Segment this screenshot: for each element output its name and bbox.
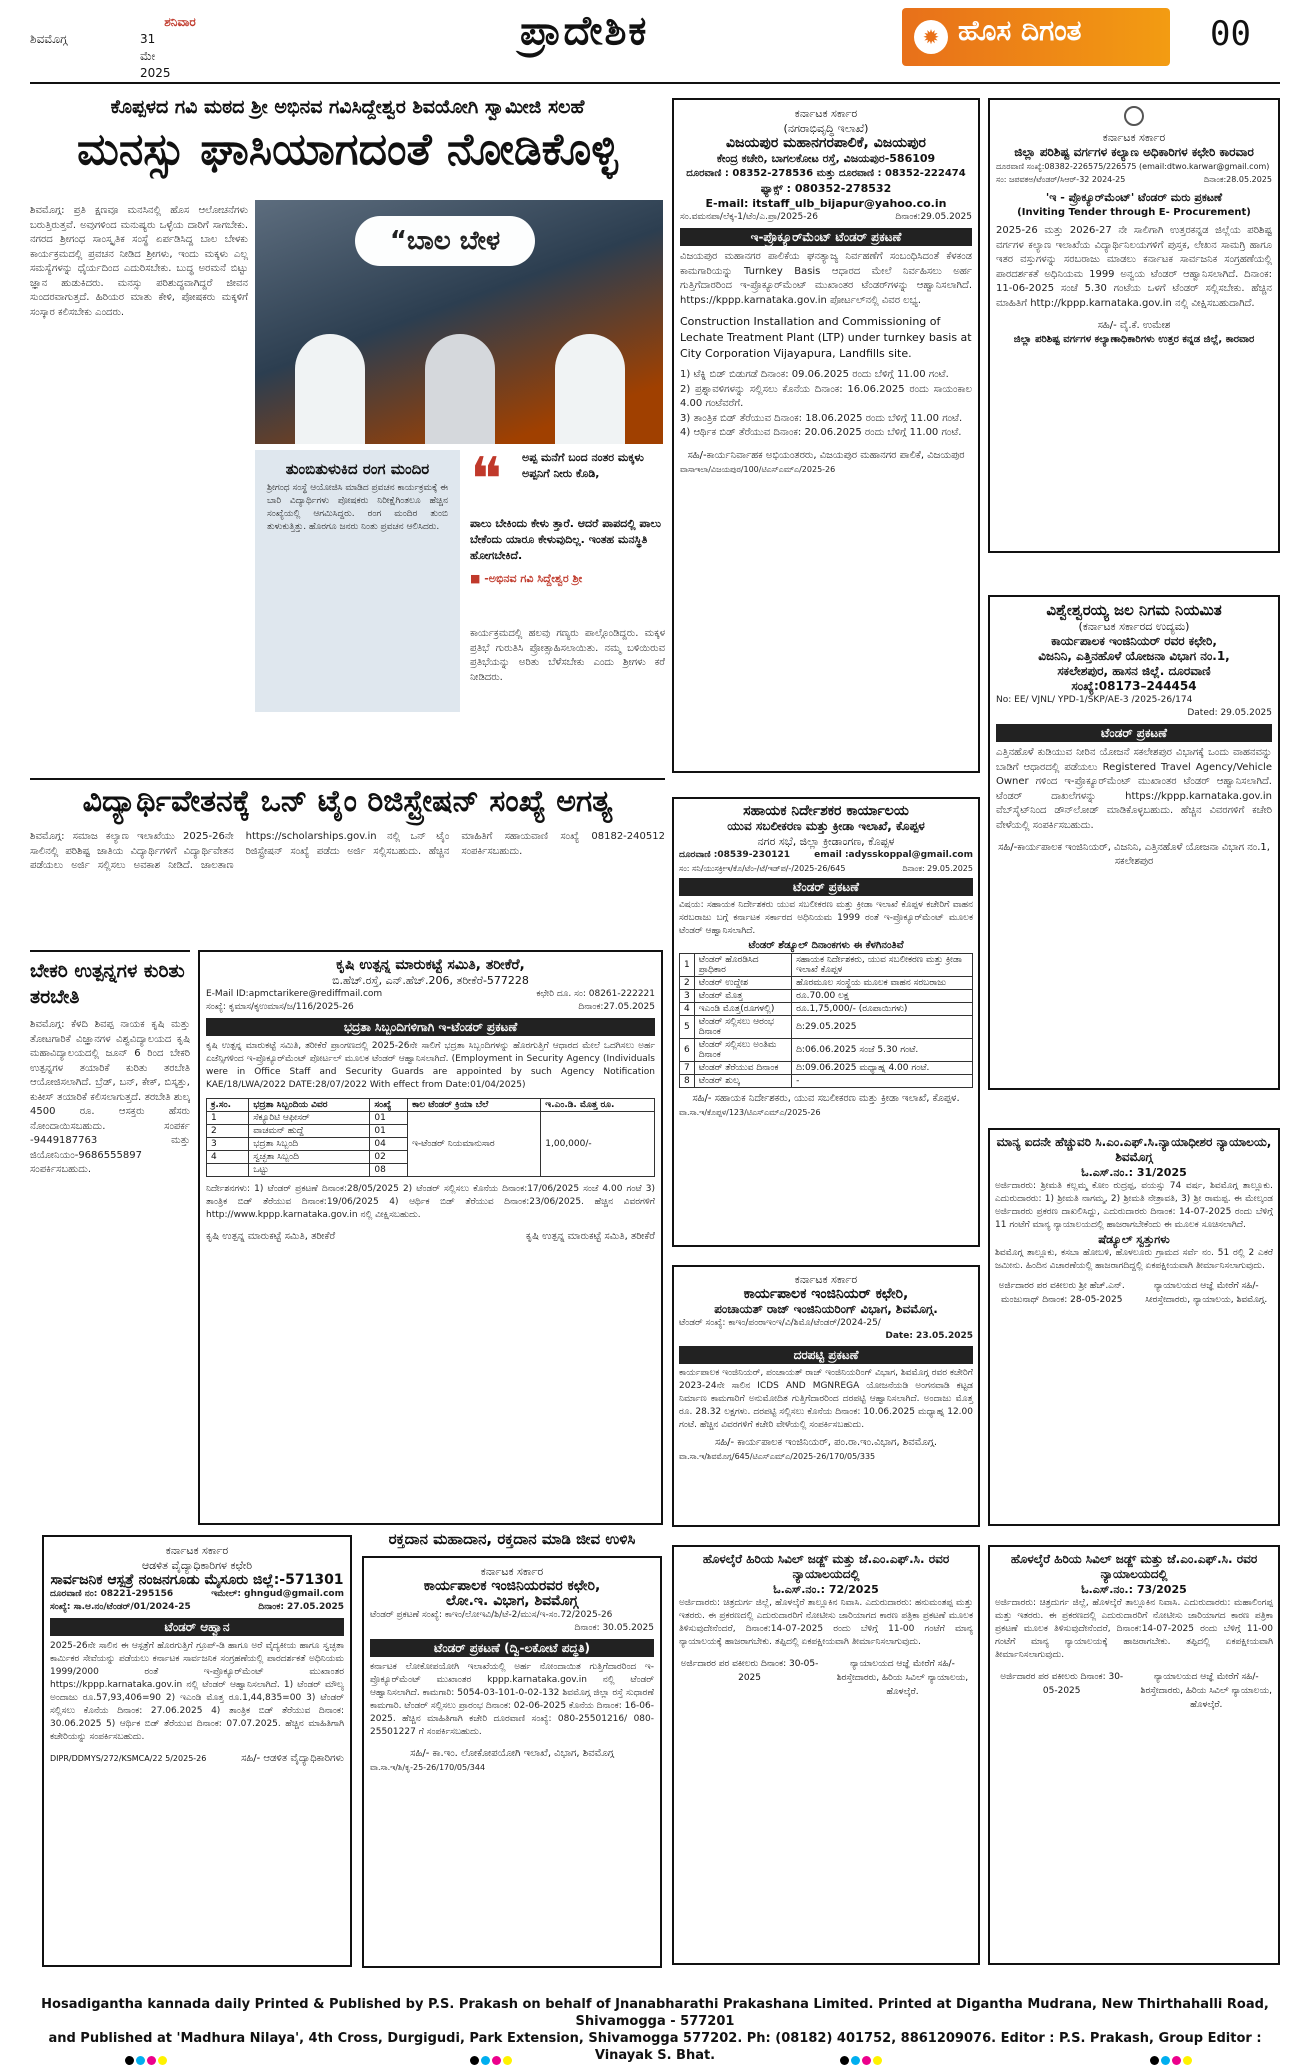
table-cell: 01	[370, 1125, 408, 1138]
table-cell: 8	[680, 1075, 695, 1088]
apmc-th-3: ಸಂಖ್ಯೆ	[370, 1099, 408, 1112]
koppal-code: ವಾ.ಸಾ.ಇ/ಕೊಪ್ಪಳ/123/ಟಿಎಸ್‌ಎಮ್‌ಎ/2025-26	[679, 1108, 821, 1117]
table-cell: ಟೆಂಡರ್ ತೆರೆಯುವ ದಿನಾಂಕ	[694, 1062, 791, 1075]
ad-court-1	[988, 1128, 1280, 1526]
table-cell: 2	[207, 1125, 249, 1138]
pwd-ref: ಟೆಂಡರ್ ಪ್ರಕಟಣೆ ಸಂಖ್ಯೆ: ಕಾಇಂ/ಲೋಇವಿ/ಶಿ/ಟೆ-2/ಮುಸ/ಇ-ಸಂ.72/2025-26	[370, 1610, 613, 1620]
ad-vijayapura	[672, 98, 980, 773]
koppal-sched-title: ಟೆಂಡರ್ ಶೆಡ್ಯೂಲ್ ದಿನಾಂಕಗಳು ಈ ಕೆಳಗಿನಂತಿವೆ	[748, 940, 904, 951]
masthead-location: ಶಿವಮೊಗ್ಗ	[30, 32, 68, 46]
water-bar: ಟೆಂಡರ್ ಪ್ರಕಟಣೆ	[996, 724, 1272, 742]
table-cell: ದಿ:06.06.2025 ಸಂಜೆ 5.30 ಗಂಟೆ.	[792, 1039, 973, 1062]
vijayapura-work: Construction Installation and Commissioning of Lechate Treatment Plant (LTP) under turnkey basis at City Corporation Vijayapura, Landfills site.	[680, 315, 972, 360]
hospital-ref: ಸಂಖ್ಯೆ: ಸಾ.ಆ.ನಂ/ಟೆಂಡರ್/01/2024-25	[50, 1602, 191, 1612]
panchayat-title2: ಪಂಚಾಯತ್ ರಾಜ್ ಇಂಜಿನಿಯರಿಂಗ್ ವಿಭಾಗ, ಶಿವಮೊಗ್ಗ.	[714, 1302, 938, 1316]
vijayapura-step-1: 1) ಟೆಕ್ನಿ ಬಿಡ್ ಬಿಡುಗಡೆ ದಿನಾಂಕ: 09.06.2025 ರಂದು ಬೆಳಿಗ್ಗೆ 11.00 ಗಂಟೆ.	[680, 369, 949, 380]
karwar-title: ಜಿಲ್ಲಾ ಪರಿಶಿಷ್ಟ ವರ್ಗಗಳ ಕಲ್ಯಾಣ ಅಧಿಕಾರಿಗಳ ಕಛೇರಿ ಕಾರವಾರ	[1014, 145, 1254, 159]
karwar-contact: ದೂರವಾಣಿ ಸಂಖ್ಯೆ:08382-226575/226575 (email:dtwo.karwar@gmail.com)	[996, 162, 1270, 171]
vijayapura-title: ವಿಜಯಪುರ ಮಹಾನಗರಪಾಲಿಕೆ, ವಿಜಯಪುರ	[726, 135, 926, 151]
koppal-phone: ದೂರವಾಣಿ :08539-230121	[679, 850, 790, 860]
water-phone: ಸಂಖ್ಯೆ:08173–244454	[1071, 679, 1197, 693]
water-office2: ವಿಜನಿನಿ, ಎತ್ತಿನಹೊಳೆ ಯೋಜನಾ ವಿಭಾಗ ನಂ.1,	[1038, 649, 1230, 663]
hospital-phone: ದೂರವಾಣಿ ನಂ: 08221-295156	[50, 1589, 174, 1599]
vijayapura-step-3: 3) ತಾಂತ್ರಿಕ ಬಿಡ್ ತೆರೆಯುವ ದಿನಾಂಕ: 18.06.2025 ರಂದು ಬೆಳಿಗ್ಗೆ 11.00 ಗಂಟೆ.	[680, 412, 963, 424]
water-body: ಎತ್ತಿನಹೊಳೆ ಕುಡಿಯುವ ನೀರಿನ ಯೋಜನೆ ಸಕಲೇಶಪುರ ವಿಭಾಗಕ್ಕೆ ಒಂದು ವಾಹನವನ್ನು ಬಾಡಿಗೆ ಆಧಾರದಲ್ಲಿ ಪಡೆಯಲು Registered Travel Agency/Vehicle Owner ಗಳಿಂದ ಇ-ಪ್ರೊಕ್ಯೂರ್‌ಮೆಂಟ್ ಮುಖಾಂತರ ಟೆಂಡರ್ ಆಹ್ವಾನಿಸಲಾಗಿದೆ. ಟೆಂಡರ್ ದಾಖಲೆಗಳನ್ನು https://kppp.karnataka.gov.in ವೆಬ್‌ಸೈಟ್‌ನಿಂದ ಡೌನ್‌ಲೋಡ್ ಮಾಡಿಕೊಳ್ಳಬಹುದು. ಹೆಚ್ಚಿನ ವಿವರಗಳಿಗೆ ಕಚೇರಿ ವೇಳೆಯಲ್ಲಿ ಸಂಪರ್ಕಿಸಬಹುದು.	[996, 747, 1272, 831]
lead-story	[30, 92, 665, 782]
panchayat-code: ವಾ.ಸಾ.ಇ/ಶಿವಮೊಗ್ಗ/645/ಟಿಎಸ್‌ಎಮ್‌ಎ/2025-26/170/05/335	[679, 1452, 876, 1461]
table-cell: ಸೆಕ್ಯೂರಿಟಿ ಆಫೀಸರ್	[249, 1112, 370, 1125]
vijayapura-bar: ಇ-ಪ್ರೊಕ್ಯೂರ್‌ಮೆಂಟ್ ಟೆಂಡರ್ ಪ್ರಕಟಣೆ	[680, 228, 972, 246]
court1-header: ಮಾನ್ಯ ಐದನೇ ಹೆಚ್ಚುವರಿ ಸಿ.ಎಂ.ಎಫ್.ಸಿ.ನ್ಯಾಯಾಧೀಶರ ನ್ಯಾಯಾಲಯ, ಶಿವಮೊಗ್ಗ	[996, 1135, 1272, 1164]
hospital-code: DIPR/DDMYS/272/KSMCA/22 5/2025-26	[50, 1754, 207, 1763]
vijayapura-gov: ಕರ್ನಾಟಕ ಸರ್ಕಾರ	[794, 107, 858, 120]
ad-koppal	[672, 797, 980, 1247]
table-cell: ಸಹಾಯಕ ನಿರ್ದೇಶಕರು, ಯುವ ಸಬಲೀಕರಣ ಮತ್ತು ಕ್ರೀಡಾ ಇಲಾಖೆ ಕೊಪ್ಪಳ	[792, 954, 973, 977]
scholarship-story	[30, 778, 665, 938]
court3-case: ಓ.ಎಸ್.ನಂ.: 73/2025	[1081, 1583, 1187, 1596]
table-cell: ಟೆಂಡರ್ ಉದ್ದೇಶ	[694, 977, 791, 990]
ad-court-3	[988, 1545, 1280, 1965]
vijayapura-code: ವಾಸಾಇಲಾ/ವಿಜಯಪುರ/100/ಟಿಎಸ್‌ಎಮ್‌ಎ/2025-26	[680, 464, 836, 474]
court1-schedule: ಷೆಡ್ಯೂಲ್ ಸ್ವತ್ತುಗಳು	[1098, 1233, 1170, 1246]
table-cell: 1	[680, 954, 695, 977]
apmc-notes: ನಿರ್ದೇಶನಗಳು: 1) ಟೆಂಡರ್ ಪ್ರಕಟಣೆ ದಿನಾಂಕ:28/05/2025 2) ಟೆಂಡರ್ ಸಲ್ಲಿಸಲು ಕೊನೆಯ ದಿನಾಂಕ:17/06/2025 ಸಂಜೆ 4.00 ಗಂಟೆ 3) ತಾಂತ್ರಿಕ ಬಿಡ್ ತೆರೆಯುವ ದಿನಾಂಕ:19/06/2025 4) ಆರ್ಥಿಕ ಬಿಡ್ ತೆರೆಯುವ ದಿನಾಂಕ:23/06/2025. ಹೆಚ್ಚಿನ ವಿವರಗಳಿಗೆ http://www.kppp.karnataka.gov.in ನಲ್ಲಿ ವೀಕ್ಷಿಸಬಹುದು.	[206, 1184, 655, 1220]
table-cell: 4	[680, 1003, 695, 1016]
court2-header: ಹೊಳಲ್ಕೆರೆ ಹಿರಿಯ ಸಿವಿಲ್ ಜಡ್ಜ್ ಮತ್ತು ಜೆ.ಎಂ.ಎಫ್.ಸಿ. ರವರ ನ್ಯಾಯಾಲಯದಲ್ಲಿ	[702, 1552, 950, 1581]
vijayapura-phone: ದೂರವಾಣಿ : 08352-278536 ಮತ್ತು ದೂರವಾಣಿ : 08352-222474	[686, 168, 966, 179]
blood-donation-slogan: ರಕ್ತದಾನ ಮಹಾದಾನ, ರಕ್ತದಾನ ಮಾಡಿ ಜೀವ ಉಳಿಸಿ	[388, 1530, 636, 1548]
vijayapura-address: ಕೇಂದ್ರ ಕಚೇರಿ, ಬಾಗಲಕೋಟ ರಸ್ತೆ, ವಿಜಯಪುರ-586109	[716, 152, 936, 165]
table-cell: 4	[207, 1151, 249, 1164]
pwd-bar: ಟೆಂಡರ್ ಪ್ರಕಟಣೆ (ದ್ವಿ-ಲಕೋಟೆ ಪದ್ಧತಿ)	[370, 1639, 654, 1657]
hospital-sign: ಸಹಿ/- ಆಡಳಿತ ವೈದ್ಯಾಧಿಕಾರಿಗಳು	[241, 1753, 344, 1764]
karwar-ref: ಸಂ: ಜಪವಕಅ/ಟೆಂಡರ್/ಸಿಆರ್-32 2024-25	[996, 175, 1126, 184]
karwar-sign: ಜಿಲ್ಲಾ ಪರಿಶಿಷ್ಟ ವರ್ಗಗಳ ಕಲ್ಯಾಣಾಧಿಕಾರಿಗಳು ಉತ್ತರ ಕನ್ನಡ ಜಿಲ್ಲೆ, ಕಾರವಾರ	[1013, 334, 1255, 345]
apmc-th-4: ಕಾಲ ಟೆಂಡರ್ ಕ್ರಿಯಾ ಬೆಲೆ	[408, 1099, 541, 1112]
koppal-bar: ಟೆಂಡರ್ ಪ್ರಕಟಣೆ	[679, 878, 973, 896]
lead-inset	[255, 450, 460, 712]
table-cell: 5	[680, 1016, 695, 1039]
table-cell: ಟೆಂಡರ್ ಸಲ್ಲಿಸಲು ಅಂತಿಮ ದಿನಾಂಕ	[694, 1039, 791, 1062]
lead-headline: ಮನಸ್ಸು ಘಾಸಿಯಾಗದಂತೆ ನೋಡಿಕೊಳ್ಳಿ	[77, 124, 618, 175]
hospital-email: ಇಮೇಲ್: ghngud@gmail.com	[211, 1589, 344, 1599]
table-cell: ಟೆಂಡರ್ ಶುಲ್ಕ	[694, 1075, 791, 1088]
photo-banner: “ಬಾಲ ಬೇಳ	[355, 216, 535, 266]
apmc-email: E-Mail ID:apmctarikere@rediffmail.com	[206, 989, 383, 999]
koppal-table	[679, 953, 973, 1088]
table-cell: 3	[680, 990, 695, 1003]
court1-sign-right: ನ್ಯಾಯಾಲಯದ ಆಜ್ಞೆ ಮೇರೆಗೆ ಸಹಿ/- ಸೀರಸ್ತೇದಾರರು, ನ್ಯಾಯಾಲಯ, ಶಿವಮೊಗ್ಗ.	[1145, 1281, 1268, 1305]
court2-body: ಅರ್ಜಿದಾರರು: ಚಿತ್ರದುರ್ಗ ಜಿಲ್ಲೆ, ಹೊಳಲ್ಕೆರೆ ತಾಲ್ಲೂಕಿನ ನಿವಾಸಿ. ಎದುರುದಾರರು: ಹನುಮಂತಪ್ಪ ಮತ್ತು ಇತರರು. ಈ ಪ್ರಕರಣದಲ್ಲಿ ಎದುರುದಾರರಿಗೆ ನೋಟೀಸು ಜಾರಿಯಾಗದ ಕಾರಣ ಪತ್ರಿಕಾ ಪ್ರಕಟಣೆ ಮೂಲಕ ತಿಳಿಸುವುದೇನೆಂದರೆ, ದಿನಾಂಕ:14-07-2025 ರಂದು ಬೆಳಿಗ್ಗೆ 11-00 ಗಂಟೆಗೆ ಮಾನ್ಯ ನ್ಯಾಯಾಲಯಕ್ಕೆ ಹಾಜರಾಗಬೇಕು. ತಪ್ಪಿದಲ್ಲಿ ಏಕಪಕ್ಷೀಯವಾಗಿ ತೀರ್ಮಾನಿಸಲಾಗುವುದು.	[679, 1598, 973, 1647]
table-cell: ಟೆಂಡರ್ ಮೊತ್ತ	[694, 990, 791, 1003]
photo-person-2	[425, 334, 495, 444]
apmc-sign-right: ಕೃಷಿ ಉತ್ಪನ್ನ ಮಾರುಕಟ್ಟೆ ಸಮಿತಿ, ತರೀಕೆರೆ	[525, 1231, 655, 1242]
apmc-address: ಬಿ.ಹೆಚ್.ರಸ್ತೆ, ಎನ್.ಹೆಚ್.206, ತರೀಕೆರೆ-577228	[332, 974, 529, 987]
apmc-ref: ಸಂಖ್ಯೆ: ಕೃಮಾಸ/ಕೃಉಮಾಸ/ಜ/116/2025-26	[206, 1002, 354, 1012]
apmc-table	[206, 1098, 655, 1177]
vijayapura-body: ವಿಜಯಪುರ ಮಹಾನಗರ ಪಾಲಿಕೆಯ ಘನತ್ಯಾಜ್ಯ ನಿರ್ವಹಣೆಗೆ ಸಂಬಂಧಿಸಿದಂತೆ ಕೆಳಕಂಡ ಕಾಮಗಾರಿಯನ್ನು Turnkey Basis ಆಧಾರದ ಮೇಲೆ ನಿರ್ವಹಿಸಲು ಅರ್ಹ ಗುತ್ತಿಗೆದಾರರಿಂದ ಇ-ಪ್ರೊಕ್ಯೂರ್‌ಮೆಂಟ್ ಮುಖಾಂತರ ಟೆಂಡರ್‌ಗಳನ್ನು ಆಹ್ವಾನಿಸಲಾಗಿದೆ. https://kppp.karnataka.gov.in ಪೋರ್ಟಲ್‌ನಲ್ಲಿ ವಿವರ ಲಭ್ಯ.	[680, 251, 972, 306]
pwd-title: ಕಾರ್ಯಪಾಲಕ ಇಂಜಿನಿಯರವರ ಕಛೇರಿ,	[423, 1578, 601, 1594]
vijayapura-date: ದಿನಾಂಕ:29.05.2025	[895, 212, 972, 222]
table-cell: ವಾಚಮನ್ ಹುದ್ದೆ	[249, 1125, 370, 1138]
pwd-gov: ಕರ್ನಾಟಕ ಸರ್ಕಾರ	[480, 1565, 544, 1578]
ad-panchayat	[672, 1265, 980, 1527]
section-title: ಪ್ರಾದೇಶಿಕ	[520, 8, 649, 54]
ad-hospital	[42, 1535, 352, 1967]
hospital-title: ಆಡಳಿತ ವೈದ್ಯಾಧಿಕಾರಿಗಳ ಕಛೇರಿ	[141, 1559, 253, 1572]
vijayapura-sign: ಸಹಿ/-ಕಾರ್ಯನಿರ್ವಾಹಕ ಅಭಿಯಂತರರು, ವಿಜಯಪುರ ಮಹಾನಗರ ಪಾಲಿಕೆ, ವಿಜಯಪುರ	[687, 449, 965, 461]
scholarship-headline: ವಿದ್ಯಾರ್ಥಿವೇತನಕ್ಕೆ ಒನ್ ಟೈಂ ರಿಜಿಸ್ಟ್ರೇಷನ್ ಸಂಖ್ಯೆ ಅಗತ್ಯ	[82, 784, 613, 819]
bakery-headline: ಬೇಕರಿ ಉತ್ಪನ್ನಗಳ ಕುರಿತು ತರಬೇತಿ	[30, 960, 185, 1008]
pullquote-attribution: ■ -ಅಭಿನವ ಗವಿ ಸಿದ್ದೇಶ್ವರ ಶ್ರೀ	[470, 572, 583, 585]
apmc-th-5: ಇ.ಎಂ.ಡಿ. ಮೊತ್ತ ರೂ.	[541, 1099, 655, 1112]
apmc-body: ಕೃಷಿ ಉತ್ಪನ್ನ ಮಾರುಕಟ್ಟೆ ಸಮಿತಿ, ತರೀಕೆರೆ ಪ್ರಾಂಗಣದಲ್ಲಿ 2025-26ನೇ ಸಾಲಿಗೆ ಭದ್ರತಾ ಸಿಬ್ಬಂದಿಗಳನ್ನು ಹೊರಗುತ್ತಿಗೆ ಆಧಾರದ ಮೇಲೆ ಒದಗಿಸಲು ಅರ್ಹ ಏಜೆನ್ಸಿಗಳಿಂದ ಇ-ಪ್ರೊಕ್ಯೂರ್‌ಮೆಂಟ್ ಪೋರ್ಟಲ್ ಮೂಲಕ ಟೆಂಡರ್ ಆಹ್ವಾನಿಸಲಾಗಿದೆ. (Employment in Security Agency (Individuals were in Office Staff and Security Guards are appointed by such Agency Notification KAE/18/LWA/2022 DATE:28/07/2022 With effect from Date:01/04/2025)	[206, 1041, 655, 1090]
koppal-sign: ಸಹಿ/- ಸಹಾಯಕ ನಿರ್ದೇಶಕರು, ಯುವ ಸಬಲೀಕರಣ ಮತ್ತು ಕ್ರೀಡಾ ಇಲಾಖೆ, ಕೊಪ್ಪಳ.	[692, 1093, 960, 1104]
pwd-code: ವಾ.ಸಾ.ಇ/ಶಿ/ಕೃ-25-26/170/05/344	[370, 1763, 486, 1772]
emblem-icon	[1124, 106, 1144, 126]
court3-sign-left: ಅರ್ಜಿದಾರರ ಪರ ವಕೀಲರು ದಿನಾಂಕ: 30-05-2025	[1000, 1672, 1124, 1696]
pwd-date: ದಿನಾಂಕ: 30.05.2025	[574, 1623, 654, 1633]
apmc-bar: ಭದ್ರತಾ ಸಿಬ್ಬಂದಿಗಳಿಗಾಗಿ ಇ-ಟೆಂಡರ್ ಪ್ರಕಟಣೆ	[206, 1018, 655, 1036]
lead-body-continued: ಕಾರ್ಯಕ್ರಮದಲ್ಲಿ ಹಲವು ಗಣ್ಯರು ಪಾಲ್ಗೊಂಡಿದ್ದರು. ಮಕ್ಕಳ ಪ್ರತಿಭೆ ಗುರುತಿಸಿ ಪ್ರೋತ್ಸಾಹಿಸಲಾಯಿತು. ನಮ್ಮ ಬಳಿಯಿರುವ ಪ್ರತಿಭೆಯನ್ನು ಅರಿತು ಬೆಳೆಸಬೇಕು ಎಂದು ಶ್ರೀಗಳು ಕರೆ ನೀಡಿದರು.	[470, 628, 665, 683]
scholarship-body: ಶಿವಮೊಗ್ಗ: ಸಮಾಜ ಕಲ್ಯಾಣ ಇಲಾಖೆಯು 2025-26ನೇ ಸಾಲಿನಲ್ಲಿ ಪರಿಶಿಷ್ಟ ಜಾತಿಯ ವಿದ್ಯಾರ್ಥಿಗಳಿಗೆ ವಿದ್ಯಾರ್ಥಿವೇತನ ಪಡೆಯಲು ಅರ್ಜಿ ಸಲ್ಲಿಸಲು ಅವಕಾಶ ನೀಡಿದೆ. ಜಾಲತಾಣ https://scholarships.gov.in ನಲ್ಲಿ ಒನ್ ಟೈಂ ರಿಜಿಸ್ಟ್ರೇಷನ್ ಸಂಖ್ಯೆ ಪಡೆದು ಅರ್ಜಿ ಸಲ್ಲಿಸಬಹುದು. ಹೆಚ್ಚಿನ ಮಾಹಿತಿಗೆ ಸಹಾಯವಾಣಿ ಸಂಖ್ಯೆ 08182-240512 ಸಂಪರ್ಕಿಸಬಹುದು.	[30, 831, 665, 871]
panchayat-body: ಕಾರ್ಯಪಾಲಕ ಇಂಜಿನಿಯರ್, ಪಂಚಾಯತ್ ರಾಜ್ ಇಂಜಿನಿಯರಿಂಗ್ ವಿಭಾಗ, ಶಿವಮೊಗ್ಗ ರವರ ಕಚೇರಿಗೆ 2023-24ನೇ ಸಾಲಿನ ICDS AND MGNREGA ಯೋಜನೆಯಡಿ ಅಂಗನವಾಡಿ ಕಟ್ಟಡ ನಿರ್ಮಾಣ ಕಾಮಗಾರಿಗೆ ಅನುಮೋದಿತ ಗುತ್ತಿಗೆದಾರರಿಂದ ದರಪಟ್ಟಿ ಆಹ್ವಾನಿಸಲಾಗಿದೆ. ಅಂದಾಜು ಮೊತ್ತ ರೂ. 28.32 ಲಕ್ಷಗಳು. ದರಪಟ್ಟಿ ಸಲ್ಲಿಸಲು ಕೊನೆಯ ದಿನಾಂಕ: 10.06.2025 ಮಧ್ಯಾಹ್ನ 12.00 ಗಂಟೆ. ಹೆಚ್ಚಿನ ವಿವರಗಳಿಗೆ ಕಚೇರಿ ವೇಳೆಯಲ್ಲಿ ಸಂಪರ್ಕಿಸಬಹುದು.	[679, 1368, 973, 1430]
water-office: ಕಾರ್ಯಪಾಲಕ ಇಂಜಿನಿಯರ್ ರವರ ಕಛೇರಿ,	[1051, 634, 1217, 648]
karwar-sign-name: ಸಹಿ/- ವೈ.ಕೆ. ಉಮೇಶ	[1097, 320, 1171, 331]
koppal-title2: ಯುವ ಸಬಲೀಕರಣ ಮತ್ತು ಕ್ರೀಡಾ ಇಲಾಖೆ, ಕೊಪ್ಪಳ	[727, 819, 925, 833]
table-cell: 04	[370, 1138, 408, 1151]
table-cell: ಭದ್ರತಾ ಸಿಬ್ಬಂದಿ	[249, 1138, 370, 1151]
masthead	[30, 8, 1280, 78]
apmc-phone: ಕಛೇರಿ ದೂ. ಸಂ: 08261-222221	[536, 989, 655, 999]
apmc-emd-note: ಇ-ಟೆಂಡರ್ ನಿಯಮಾನುಸಾರ	[408, 1112, 541, 1177]
panchayat-bar: ದರಪಟ್ಟಿ ಪ್ರಕಟಣೆ	[679, 1346, 973, 1364]
vijayapura-step-2: 2) ಪ್ರಶ್ನಾವಳಿಗಳನ್ನು ಸಲ್ಲಿಸಲು ಕೊನೆಯ ದಿನಾಂಕ: 16.06.2025 ರಂದು ಸಾಯಂಕಾಲ 4.00 ಗಂಟೆವರೆಗೆ.	[680, 383, 972, 409]
water-title: ವಿಶ್ವೇಶ್ವರಯ್ಯ ಜಲ ನಿಗಮ ನಿಯಮಿತ	[1046, 601, 1222, 619]
court2-case: ಓ.ಎಸ್.ನಂ.: 72/2025	[773, 1583, 879, 1596]
table-cell: ಇಎಂಡಿ ಮೊತ್ತ(ರೂಗಳಲ್ಲಿ)	[694, 1003, 791, 1016]
lead-kicker: ಕೊಪ್ಪಳದ ಗವಿ ಮಠದ ಶ್ರೀ ಅಭಿನವ ಗವಿಸಿದ್ದೇಶ್ವರ ಶಿವಯೋಗಿ ಸ್ವಾಮೀಜಿ ಸಲಹೆ	[110, 96, 585, 118]
registration-marks-far-right	[1150, 2050, 1194, 2060]
table-cell: 6	[680, 1039, 695, 1062]
ad-pwd	[362, 1528, 662, 1968]
hospital-title2: ಸಾರ್ವಜನಿಕ ಆಸ್ಪತ್ರೆ ನಂಜನಗೂಡು ಮೈಸೂರು ಜಿಲ್ಲೆ:-571301	[50, 1572, 344, 1588]
event-photo	[255, 200, 663, 444]
lead-pullquote	[470, 445, 665, 620]
court1-sched-body: ಶಿವಮೊಗ್ಗ ತಾಲ್ಲೂಕು, ಕಸಬಾ ಹೋಬಳಿ, ಹೊಳಲೂರು ಗ್ರಾಮದ ಸರ್ವೆ ನಂ. 51 ರಲ್ಲಿ 2 ಎಕರೆ ಜಮೀನು. ಹಿಂದಿನ ವಿಚಾರಣೆಯಲ್ಲಿ ಹಾಜರಾಗದಿದ್ದಲ್ಲಿ ಏಕಪಕ್ಷೀಯವಾಗಿ ತೀರ್ಮಾನಿಸಲಾಗುವುದು.	[995, 1248, 1273, 1271]
karwar-title2-en: (Inviting Tender through E- Procurement)	[1017, 207, 1251, 218]
apmc-th-1: ಕ್ರ.ಸಂ.	[207, 1099, 249, 1112]
vijayapura-step-4: 4) ಆರ್ಥಿಕ ಬಿಡ್ ತೆರೆಯುವ ದಿನಾಂಕ: 20.06.2025 ರಂದು ಬೆಳಿಗ್ಗೆ 11.00 ಗಂಟೆ.	[680, 427, 962, 438]
registration-marks-mid	[470, 2050, 514, 2060]
table-cell: ರೂ.70.00 ಲಕ್ಷ	[792, 990, 973, 1003]
inset-title: ತುಂಬಿತುಳುಕಿದ ರಂಗ ಮಂದಿರ	[285, 460, 430, 478]
pullquote-text: ಅಪ್ಪ ಮನೆಗೆ ಬಂದ ನಂತರ ಮಕ್ಕಳು ಅಪ್ಪನಿಗೆ ನೀರು ಕೊಡಿ,	[522, 451, 644, 480]
masthead-day: ಶನಿವಾರ	[164, 15, 196, 29]
court3-header: ಹೊಳಲ್ಕೆರೆ ಹಿರಿಯ ಸಿವಿಲ್ ಜಡ್ಜ್ ಮತ್ತು ಜೆ.ಎಂ.ಎಫ್.ಸಿ. ರವರ ನ್ಯಾಯಾಲಯದಲ್ಲಿ	[1010, 1552, 1258, 1581]
imprint-footer	[30, 1996, 1280, 2064]
karwar-gov: ಕರ್ನಾಟಕ ಸರ್ಕಾರ	[1102, 131, 1166, 144]
koppal-ref: ಸಂ: ಸನಿ/ಯುಸಕ್ರೀಇ/ಕೊ/ಟೆಂ-/ಟೆ/ಇಡ್‌ಪ/-/2025-26/645	[679, 864, 846, 873]
masthead-date: 31 ಮೇ 2025	[140, 32, 171, 80]
ad-court-2	[672, 1545, 980, 1965]
court3-body: ಅರ್ಜಿದಾರರು: ಚಿತ್ರದುರ್ಗ ಜಿಲ್ಲೆ, ಹೊಳಲ್ಕೆರೆ ತಾಲ್ಲೂಕಿನ ನಿವಾಸಿ. ಎದುರುದಾರರು: ಮಹಾಲಿಂಗಪ್ಪ ಮತ್ತು ಇತರರು. ಈ ಪ್ರಕರಣದಲ್ಲಿ ಎದುರುದಾರರಿಗೆ ನೋಟೀಸು ಜಾರಿಯಾಗದ ಕಾರಣ ಪತ್ರಿಕಾ ಪ್ರಕಟಣೆ ಮೂಲಕ ತಿಳಿಸುವುದೇನೆಂದರೆ, ದಿನಾಂಕ:14-07-2025 ರಂದು ಬೆಳಿಗ್ಗೆ 11-00 ಗಂಟೆಗೆ ಮಾನ್ಯ ನ್ಯಾಯಾಲಯಕ್ಕೆ ಹಾಜರಾಗಬೇಕು. ತಪ್ಪಿದಲ್ಲಿ ಏಕಪಕ್ಷೀಯವಾಗಿ ತೀರ್ಮಾನಿಸಲಾಗುವುದು.	[995, 1598, 1273, 1660]
pwd-sign: ಸಹಿ/- ಕಾ.ಇಂ. ಲೋಕೋಪಯೋಗಿ ಇಲಾಖೆ, ವಿಭಾಗ, ಶಿವಮೊಗ್ಗ	[410, 1748, 614, 1759]
pwd-body: ಕರ್ನಾಟಕ ಲೋಕೋಪಯೋಗಿ ಇಲಾಖೆಯಲ್ಲಿ ಅರ್ಹ ನೋಂದಾಯಿತ ಗುತ್ತಿಗೆದಾರರಿಂದ ಇ-ಪ್ರೊಕ್ಯೂರ್‌ಮೆಂಟ್ ಮುಖಾಂತರ kppp.karnataka.gov.in ನಲ್ಲಿ ಟೆಂಡರ್ ಆಹ್ವಾನಿಸಲಾಗಿದೆ. ಕಾಮಗಾರಿ: 5054-03-101-0-02-132 ಶಿವಮೊಗ್ಗ ಜಿಲ್ಲಾ ರಸ್ತೆ ಸುಧಾರಣೆ ಕಾಮಗಾರಿ. ಟೆಂಡರ್ ಸಲ್ಲಿಸಲು ಪ್ರಾರಂಭ ದಿನಾಂಕ: 02-06-2025 ಕೊನೆಯ ದಿನಾಂಕ: 16-06-2025. ಹೆಚ್ಚಿನ ಮಾಹಿತಿಗಾಗಿ ಕಚೇರಿ ದೂರವಾಣಿ ಸಂಖ್ಯೆ: 080-25501216/ 080-25501227 ಗೆ ಸಂಪರ್ಕಿಸಬಹುದು.	[370, 1662, 654, 1737]
table-cell: -	[792, 1075, 973, 1088]
registration-marks-left	[125, 2050, 169, 2060]
table-cell: ಹೊರಮೂಲ ಸಂಸ್ಥೆಯ ಮೂಲಕ ವಾಹನ ಸರಬರಾಜು	[792, 977, 973, 990]
panchayat-date: Date: 23.05.2025	[885, 1331, 973, 1341]
karwar-body: 2025-26 ಮತ್ತು 2026-27 ನೇ ಸಾಲಿಗಾಗಿ ಉತ್ತರಕನ್ನಡ ಜಿಲ್ಲೆಯ ಪರಿಶಿಷ್ಟ ವರ್ಗಗಳ ಕಲ್ಯಾಣ ಇಲಾಖೆಯ ವಿದ್ಯಾರ್ಥಿನಿಲಯಗಳಿಗೆ ಪುಸ್ತಕ, ಲೇಖನ ಸಾಮಗ್ರಿ ಹಾಗೂ ಇತರ ವಸ್ತುಗಳನ್ನು ಸರಬರಾಜು ಮಾಡಲು ಕರ್ನಾಟಕ ಸಾರ್ವಜನಿಕ ಸಂಗ್ರಹಣೆಯಲ್ಲಿ ಪಾರದರ್ಶಕತೆ ಅಧಿನಿಯಮ 1999 ಅನ್ವಯ ಟೆಂಡರ್ ಆಹ್ವಾನಿಸಲಾಗಿದೆ. ದಿನಾಂಕ: 11-06-2025 ಸಂಜೆ 5.30 ಗಂಟೆಯ ಒಳಗೆ ಟೆಂಡರ್ ಸಲ್ಲಿಸಬೇಕು. ಹೆಚ್ಚಿನ ಮಾಹಿತಿಗೆ http://kppp.karnataka.gov.in ನಲ್ಲಿ ವೀಕ್ಷಿಸಬಹುದಾಗಿದೆ.	[996, 225, 1272, 309]
table-cell: ಟೆಂಡರ್ ಹೊರಡಿಸಿದ ಪ್ರಾಧಿಕಾರ	[694, 954, 791, 977]
table-total-label: ಒಟ್ಟು	[249, 1164, 370, 1177]
water-sign: ಸಹಿ/-ಕಾರ್ಯಪಾಲಕ ಇಂಜಿನಿಯರ್, ವಿಜನಿನಿ, ಎತ್ತಿನಹೊಳೆ ಯೋಜನಾ ವಿಭಾಗ ನಂ.1, ಸಕಲೇಶಪುರ	[998, 842, 1270, 867]
ad-apmc	[198, 950, 663, 1525]
water-sub: (ಕರ್ನಾಟಕ ಸರ್ಕಾರದ ಉದ್ಯಮ)	[1078, 620, 1190, 633]
table-cell: 02	[370, 1151, 408, 1164]
apmc-emd: 1,00,000/-	[541, 1112, 655, 1177]
table-cell: ಸ್ವಚ್ಛತಾ ಸಿಬ್ಬಂದಿ	[249, 1151, 370, 1164]
pullquote-text-2: ಪಾಲು ಬೇಕಿಂದು ಕೇಳು ತ್ತಾರೆ. ಆದರೆ ಪಾಪದಲ್ಲಿ ಪಾಲು ಬೇಕೆಂದು ಯಾರೂ ಕೇಳುವುದಿಲ್ಲ. ಇಂತಹ ಮನಸ್ಥಿತಿ ಹೋಗಬೇಕಿದೆ.	[470, 517, 661, 562]
table-cell: ದಿ:29.05.2025	[792, 1016, 973, 1039]
table-cell: 1	[207, 1112, 249, 1125]
court3-sign-right: ನ್ಯಾಯಾಲಯದ ಆಜ್ಞೆ ಮೇರೆಗೆ ಸಹಿ/- ಶಿರಸ್ತೇದಾರರು, ಹಿರಿಯ ಸಿವಿಲ್ ನ್ಯಾಯಾಲಯ, ಹೊಳಲ್ಕೆರೆ.	[1140, 1672, 1273, 1710]
quote-mark-icon: ❝	[470, 445, 503, 515]
hospital-bar: ಟೆಂಡರ್ ಆಹ್ವಾನ	[50, 1618, 344, 1636]
court2-sign-right: ನ್ಯಾಯಾಲಯದ ಆಜ್ಞೆ ಮೇರೆಗೆ ಸಹಿ/- ಶಿರಸ್ತೇದಾರರು, ಹಿರಿಯ ಸಿವಿಲ್ ನ್ಯಾಯಾಲಯ, ಹೊಳಲ್ಕೆರೆ.	[836, 1659, 969, 1697]
court1-sign-left: ಅರ್ಜಿದಾರರ ಪರ ವಕೀಲರು ಶ್ರೀ ಹೆಚ್.ಎನ್. ಮಂಜುನಾಥ್ ದಿನಾಂಕ: 28-05-2025	[998, 1281, 1125, 1305]
karwar-title2: 'ಇ - ಪ್ರೊಕ್ಯೂರ್‌ಮೆಂಟ್' ಟೆಂಡರ್ ಮರು ಪ್ರಕಟಣೆ	[1045, 191, 1223, 204]
vijayapura-dept: (ನಗರಾಭಿವೃದ್ಧಿ ಇಲಾಖೆ)	[783, 122, 869, 135]
photo-person-3	[555, 334, 625, 444]
koppal-email: email :adysskoppal@gmail.com	[814, 850, 973, 860]
table-cell: 2	[680, 977, 695, 990]
hospital-date: ದಿನಾಂಕ: 27.05.2025	[258, 1602, 344, 1612]
table-cell: ರೂ.1,75,000/- (ರೂಪಾಯಿಗಳು)	[792, 1003, 973, 1016]
koppal-date: ದಿನಾಂಕ: 29.05.2025	[902, 864, 973, 873]
apmc-sign-left: ಕೃಷಿ ಉತ್ಪನ್ನ ಮಾರುಕಟ್ಟೆ ಸಮಿತಿ, ತರೀಕೆರೆ	[206, 1231, 336, 1242]
ad-karwar	[988, 98, 1280, 553]
registration-marks-right	[840, 2050, 884, 2060]
imprint-line-2: and Published at 'Madhura Nilaya', 4th Cross, Durgigudi, Park Extension, Shivamogga 577202. Ph: (08182) 401752, 8861209076. Editor : P.S. Prakash, Group Editor : Vinayak S. Bhat.	[48, 2031, 1262, 2063]
water-ref: No: EE/ VJNL/ YPD-1/SKP/AE-3 /2025-26/174	[996, 695, 1193, 705]
table-cell: 01	[370, 1112, 408, 1125]
water-office3: ಸಕಲೇಶಪುರ, ಹಾಸನ ಜಿಲ್ಲೆ. ದೂರವಾಣಿ	[1057, 664, 1211, 678]
inset-body: ಶ್ರೀಗಂಧ ಸಂಸ್ಥೆ ಆಯೋಜಿಸಿ ಮಾಡಿದ ಪ್ರವಚನ ಕಾರ್ಯಕ್ರಮಕ್ಕೆ ಈ ಬಾರಿ ವಿದ್ಯಾರ್ಥಿಗಳು ಪೋಷಕರು ನಿರೀಕ್ಷೆಗಿಂತಲೂ ಹೆಚ್ಚಿನ ಸಂಖ್ಯೆಯಲ್ಲಿ ಆಗಮಿಸಿದ್ದರು. ರಂಗ ಮಂದಿರ ತುಂಬಿ ತುಳುಕುತ್ತಿತ್ತು. ಹೊರಗೂ ಜನರು ನಿಂತು ಪ್ರವಚನ ಆಲಿಸಿದರು.	[267, 483, 448, 532]
brand-name: ಹೊಸ ದಿಗಂತ	[958, 14, 1082, 47]
imprint-line-1: Hosadigantha kannada daily Printed & Published by P.S. Prakash on behalf of Jnanabharathi Prakashana Limited. Printed at Digantha Mudrana, New Thirthahalli Road, Shivamogga - 577201	[41, 1997, 1269, 2029]
panchayat-gov: ಕರ್ನಾಟಕ ಸರ್ಕಾರ	[794, 1273, 858, 1286]
court1-body: ಅರ್ಜಿದಾರರು: ಶ್ರೀಮತಿ ಕಲ್ಲಮ್ಮ ಕೋಂ ರುದ್ರಪ್ಪ, ವಯಸ್ಸು 74 ವರ್ಷ, ಶಿವಮೊಗ್ಗ ತಾಲ್ಲೂಕು. ಎದುರುದಾರರು: 1) ಶ್ರೀಮತಿ ನಾಗಮ್ಮ, 2) ಶ್ರೀಮತಿ ನೇತ್ರಾವತಿ, 3) ಶ್ರೀ ರಾಮಪ್ಪ. ಈ ಮೇಲ್ಕಂಡ ಅರ್ಜಿದಾರರು ಪ್ರಕರಣ ದಾಖಲಿಸಿದ್ದು, ಎದುರುದಾರರು ದಿನಾಂಕ: 14-07-2025 ರಂದು ಬೆಳಿಗ್ಗೆ 11 ಗಂಟೆಗೆ ಮಾನ್ಯ ನ್ಯಾಯಾಲಯದಲ್ಲಿ ಹಾಜರಾಗಬೇಕೆಂದು ಈ ಮೂಲಕ ಸೂಚಿಸಲಾಗಿದೆ.	[995, 1181, 1273, 1230]
panchayat-ref: ಟೆಂಡರ್ ಸಂಖ್ಯೆ: ಕಾಇಂ/ಪಂರಾಇಂಇ/ವಿ/ಶಿಮೊ/ಟೆಂಡರ್/2024-25/	[679, 1318, 881, 1328]
vijayapura-ref: ಸಂ.ವಮನಪಾ/ಲೆಕ್ಕ-1/ಟೆಂ/ಎ.ಪ್ರಾ/2025-26	[680, 212, 818, 222]
apmc-title: ಕೃಷಿ ಉತ್ಪನ್ನ ಮಾರುಕಟ್ಟೆ ಸಮಿತಿ, ತರೀಕೆರೆ,	[336, 957, 525, 973]
vijayapura-fax: ಫ್ಯಾಕ್ಸ್ : 080352-278532	[760, 182, 892, 195]
table-cell: 3	[207, 1138, 249, 1151]
table-total: 08	[370, 1164, 408, 1177]
karwar-date: ದಿನಾಂಕ:28.05.2025	[1203, 175, 1272, 184]
ad-water	[988, 595, 1280, 1090]
apmc-date: ದಿನಾಂಕ:27.05.2025	[578, 1002, 655, 1012]
koppal-address: ನಗರ ಸಭೆ, ಜಿಲ್ಲಾ ಕ್ರೀಡಾಂಗಣ, ಕೊಪ್ಪಳ	[757, 835, 895, 848]
vijayapura-email: E-mail: itstaff_ulb_bijapur@yahoo.co.in	[705, 197, 947, 210]
photo-person-1	[295, 334, 365, 444]
table-cell: 7	[680, 1062, 695, 1075]
bakery-story	[30, 950, 190, 1530]
koppal-title: ಸಹಾಯಕ ನಿರ್ದೇಶಕರ ಕಾರ್ಯಾಲಯ	[743, 803, 909, 819]
hospital-gov: ಕರ್ನಾಟಕ ಸರ್ಕಾರ	[165, 1544, 229, 1557]
flame-icon: ✹	[914, 20, 948, 54]
pwd-title2: ಲೋ.ಇ. ವಿಭಾಗ, ಶಿವಮೊಗ್ಗ	[445, 1593, 579, 1609]
panchayat-sign: ಸಹಿ/- ಕಾರ್ಯಪಾಲಕ ಇಂಜಿನಿಯರ್, ಪಂ.ರಾ.ಇಂ.ವಿಭಾಗ, ಶಿವಮೊಗ್ಗ.	[714, 1437, 938, 1448]
court2-sign-left: ಅರ್ಜಿದಾರರ ಪರ ವಕೀಲರು ದಿನಾಂಕ: 30-05-2025	[680, 1659, 819, 1683]
table-cell: ಟೆಂಡರ್ ಸಲ್ಲಿಸಲು ಆರಂಭ ದಿನಾಂಕ	[694, 1016, 791, 1039]
table-cell: ದಿ:09.06.2025 ಮಧ್ಯಾಹ್ನ 4.00 ಗಂಟೆ.	[792, 1062, 973, 1075]
lead-body: ಶಿವಮೊಗ್ಗ: ಪ್ರತಿ ಕ್ಷಣವೂ ಮನಸಿನಲ್ಲಿ ಹೊಸ ಆಲೋಚನೆಗಳು ಬರುತ್ತಿರುತ್ತವೆ. ಅವುಗಳಿಂದ ಮನುಷ್ಯರು ಒಳ್ಳೆಯ ದಾರಿಗೆ ಸಾಗಬೇಕು. ನಗರದ ಶ್ರೀಗಂಧ ಸಾಂಸ್ಕೃತಿಕ ಸಂಸ್ಥೆ ಏರ್ಪಡಿಸಿದ್ದ ಬಾಲ ಬೇಳಕು ಕಾರ್ಯಕ್ರಮದಲ್ಲಿ ಪ್ರವಚನ ನೀಡಿದ ಶ್ರೀಗಳು, ಇಂದು ಮಕ್ಕಳು ಎಲ್ಲ ಸಮಸ್ಯೆಗಳನ್ನು ಧೈರ್ಯದಿಂದ ಎದುರಿಸಬೇಕು. ಬುದ್ಧ ಅರಮನೆ ಬಿಟ್ಟು ಜ್ಞಾನ ಹುಡುಕಿದರು. ಮನಸ್ಸು ಪರಿಶುದ್ಧವಾಗಿದ್ದರೆ ಜೀವನ ಸುಂದರವಾಗುತ್ತದೆ. ಹಿರಿಯರ ಮಾತು ಕೇಳಿ, ಪೋಷಕರು ಮಕ್ಕಳಿಗೆ ಸಂಸ್ಕಾರ ಕಲಿಸಬೇಕು ಎಂದರು.	[30, 205, 248, 318]
brand-logo	[902, 8, 1170, 66]
masthead-divider	[30, 82, 1280, 84]
panchayat-title: ಕಾರ್ಯಪಾಲಕ ಇಂಜಿನಿಯರ್ ಕಛೇರಿ,	[743, 1286, 909, 1302]
bakery-body: ಶಿವಮೊಗ್ಗ: ಕೆಳದಿ ಶಿವಪ್ಪ ನಾಯಕ ಕೃಷಿ ಮತ್ತು ತೋಟಗಾರಿಕೆ ವಿಜ್ಞಾನಗಳ ವಿಶ್ವವಿದ್ಯಾಲಯದ ಕೃಷಿ ಮಹಾವಿದ್ಯಾಲಯದಲ್ಲಿ ಜೂನ್ 6 ರಿಂದ ಬೇಕರಿ ಉತ್ಪನ್ನಗಳ ತಯಾರಿಕೆ ಕುರಿತು ತರಬೇತಿ ಆಯೋಜಿಸಲಾಗಿದೆ. ಬ್ರೆಡ್, ಬನ್, ಕೇಕ್, ಬಿಸ್ಕತ್ತು, ಕುಕೀಸ್ ತಯಾರಿಕೆ ಕಲಿಸಲಾಗುತ್ತದೆ. ತರಬೇತಿ ಶುಲ್ಕ 4500 ರೂ. ಆಸಕ್ತರು ಹೆಸರು ನೋಂದಾಯಿಸಬಹುದು. ಸಂಪರ್ಕ -9449187763 ಮತ್ತು ಜಿಯೋನಿಯಂ-9686555897 ಸಂಪರ್ಕಿಸಬಹುದು.	[30, 1019, 190, 1175]
table-cell	[207, 1164, 249, 1177]
court1-case: ಓ.ಎಸ್.ನಂ.: 31/2025	[1081, 1166, 1187, 1179]
hospital-body: 2025-26ನೇ ಸಾಲಿನ ಈ ಆಸ್ಪತ್ರೆಗೆ ಹೊರಗುತ್ತಿಗೆ ಗ್ರೂಪ್-ಡಿ ಹಾಗೂ ಅರೆ ವೈದ್ಯಕೀಯ ಹಾಗೂ ಸ್ವಚ್ಛತಾ ಕಾರ್ಮಿಕರ ಸೇವೆಯನ್ನು ಪಡೆಯಲು ಕರ್ನಾಟಕ ಸಾರ್ವಜನಿಕ ಸಂಗ್ರಹಣೆಯಲ್ಲಿ ಪಾರದರ್ಶಕತೆ ಅಧಿನಿಯಮ 1999/2000 ರಂತೆ ಇ-ಪ್ರೊಕ್ಯೂರ್‌ಮೆಂಟ್ ಮುಖಾಂತರ https://kppp.karnataka.gov.in ನಲ್ಲಿ ಟೆಂಡರ್ ಆಹ್ವಾನಿಸಲಾಗಿದೆ. 1) ಟೆಂಡರ್ ಮೌಲ್ಯ ಅಂದಾಜು ರೂ.57,93,406=90 2) ಇಎಂಡಿ ಮೊತ್ತ ರೂ.1,44,835=00 3) ಟೆಂಡರ್ ಸಲ್ಲಿಸಲು ಕೊನೆಯ ದಿನಾಂಕ: 27.06.2025 4) ತಾಂತ್ರಿಕ ಬಿಡ್ ತೆರೆಯುವ ದಿನಾಂಕ: 30.06.2025 5) ಆರ್ಥಿಕ ಬಿಡ್ ತೆರೆಯುವ ದಿನಾಂಕ: 07.07.2025. ಹೆಚ್ಚಿನ ಮಾಹಿತಿಗಾಗಿ ಕಚೇರಿಯನ್ನು ಸಂಪರ್ಕಿಸಬಹುದು.	[50, 1641, 344, 1742]
koppal-body: ವಿಷಯ: ಸಹಾಯಕ ನಿರ್ದೇಶಕರು ಯುವ ಸಬಲೀಕರಣ ಮತ್ತು ಕ್ರೀಡಾ ಇಲಾಖೆ ಕೊಪ್ಪಳ ಕಚೇರಿಗೆ ವಾಹನ ಸರಬರಾಜು ಬಗ್ಗೆ ಕರ್ನಾಟಕ ಸರ್ಕಾರದ ಅಧಿನಿಯಮ 1999 ರಂತೆ ಇ-ಪ್ರೊಕ್ಯೂರ್‌ಮೆಂಟ್ ಮೂಲಕ ಟೆಂಡರ್ ಆಹ್ವಾನಿಸಲಾಗಿದೆ.	[679, 900, 973, 936]
apmc-th-2: ಭದ್ರತಾ ಸಿಬ್ಬಂದಿಯ ವಿವರ	[249, 1099, 370, 1112]
page-number: 00	[1210, 14, 1251, 54]
water-date: Dated: 29.05.2025	[1187, 708, 1272, 718]
